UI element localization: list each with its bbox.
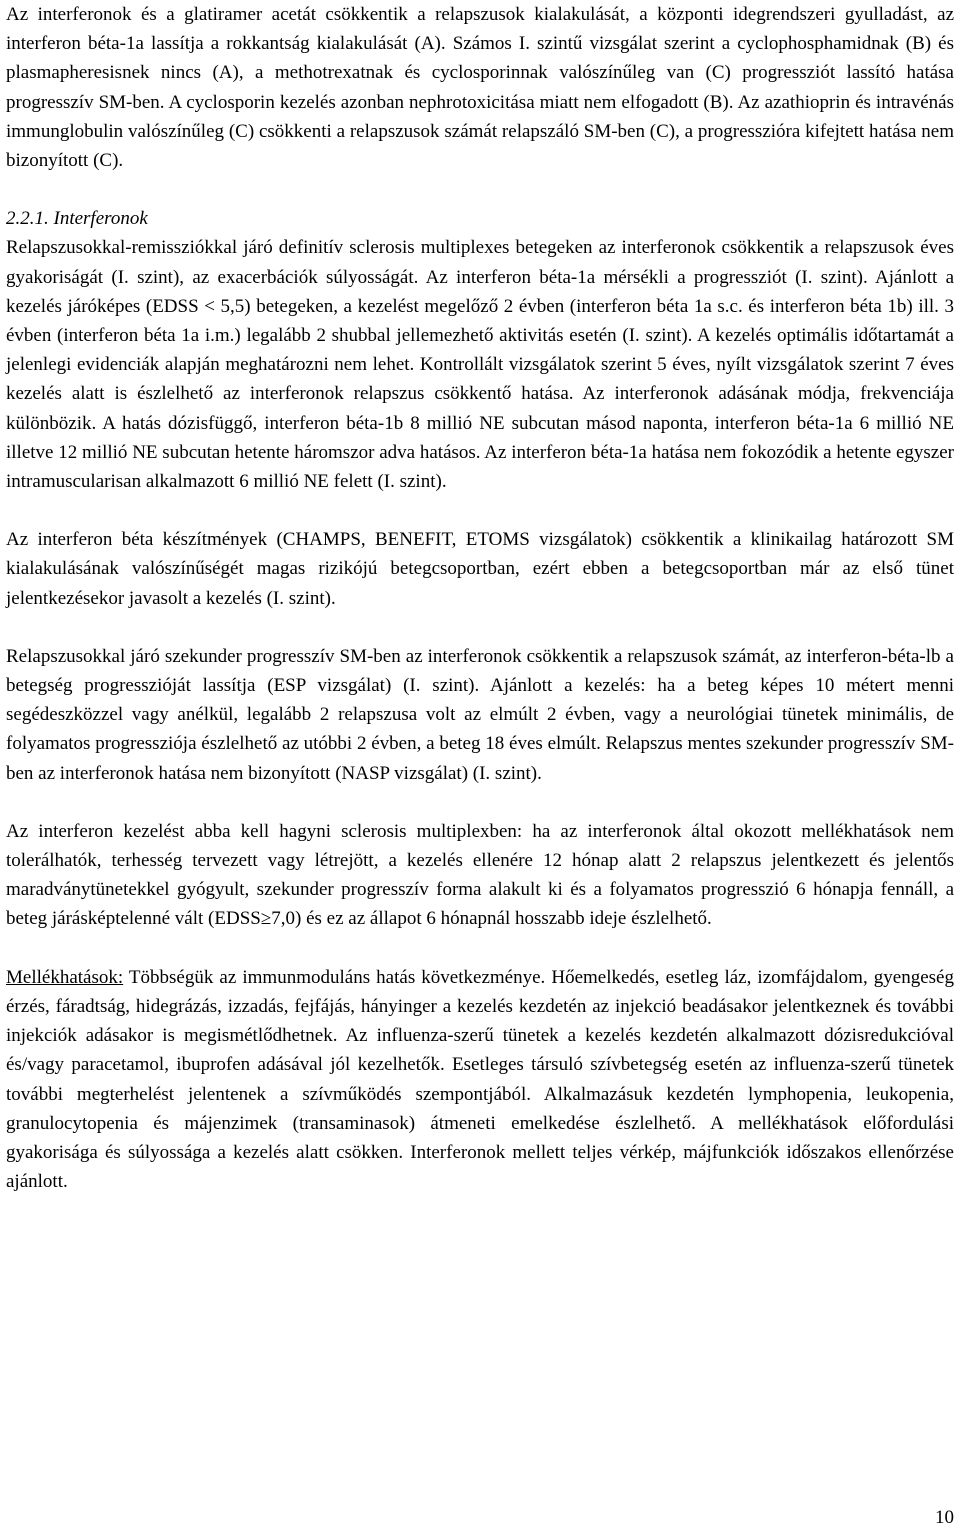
paragraph-interferon-efficacy: Relapszusokkal-remissziókkal járó definitív sclerosis multiplexes betegeken az interferonok csökkentik a relapszusok éves gyakoriságát (I. szint), az exacerbációk súlyosságát. Az interferon béta-1a mérsékli a progressziót (I. szint). Ajánlott a kezelés járóképes (EDSS < 5,5) betegeken, a kezelést megelőző 2 évben (interferon béta 1a s.c. és interferon béta 1b) ill. 3 évben (interferon béta 1a i.m.) legalább 2 shubbal jellemezhető aktivitás esetén (I. szint). A kezelés optimális időtartamát a jelenlegi evidenciák alapján meghatározni nem lehet. Kontrollált vizsgálatok szerint 5 éves, nyílt vizsgálatok szerint 7 éves kezelés alatt is észlelhető az interferonok relapszus csökkentő hatása. Az interferonok adásának módja, frekvenciája különbözik. A hatás dózisfüggő, interferon béta-1b 8 millió NE subcutan másod naponta, interferon béta-1a 6 millió NE illetve 12 millió NE subcutan hetente háromszor adva hatásos. Az interferon béta-1a hatása nem fokozódik a hetente egyszer intramuscularisan alkalmazott 6 millió NE felett (I. szint). — [6, 237, 954, 493]
paragraph-treatment-overview: Az interferonok és a glatiramer acetát csökkentik a relapszusok kialakulását, a központi idegrendszeri gyulladást, az interferon béta-1a lassítja a rokkantság kialakulását (A). Számos I. szintű vizsgálat szerint a cyclophosphamidnak (B) és plasmapheresisnek nincs (A), a methotrexatnak és cyclosporinnak valószínűleg van (C) progressziót lassító hatása progresszív SM-ben. A cyclosporin kezelés azonban nephrotoxicitása miatt nem elfogadott (B). Az azathioprin és intravénás immunglobulin valószínűleg (C) csökkenti a relapszusok számát relapszáló SM-ben (C), a progresszióra kifejtett hatása nem bizonyított (C). — [6, 4, 954, 172]
paragraph-discontinuation: Az interferon kezelést abba kell hagyni sclerosis multiplexben: ha az interferonok által okozott mellékhatások nem tolerálhatók, terhesség tervezett vagy létrejött, a kezelés ellenére 12 hónap alatt 2 relapszus jelentkezett és jelentős maradványtünetekkel gyógyult, szekunder progresszív forma alakult ki és a folyamatos progresszió 6 hónapja fennáll, a beteg járásképtelenné vált (EDSS≥7,0) és ez az állapot 6 hónapnál hosszabb ideje észlelhető. — [6, 820, 954, 930]
paragraph-side-effects — [6, 963, 954, 1197]
side-effects-label: Mellékhatások: — [6, 966, 124, 988]
section-interferonok — [6, 204, 954, 496]
paragraph-gap — [6, 788, 954, 817]
side-effects-text: Többségük az immunmoduláns hatás következménye. Hőemelkedés, esetleg láz, izomfájdalom, gyengeség érzés, fáradtság, hidegrázás, izzadás, fejfájás, hányinger a kezelés kezdetén az injekció beadásakor jelentkeznek és további injekciók adásakor is megismétlődhetnek. Az influenza-szerű tünetek a kezelés kezdetén alkalmazott dózisredukcióval és/vagy paracetamol, ibuprofen adásával jól kezelhetők. Esetleges társuló szívbetegség esetén az influenza-szerű tünetek további megterhelést jelentenek a szívműködés szempontjából. Alkalmazásuk kezdetén lymphopenia, leukopenia, granulocytopenia és májenzimek (transaminasok) átmeneti emelkedése észlelhető. A mellékhatások előfordulási gyakorisága és súlyossága a kezelés alatt csökken. Interferonok mellett teljes vérkép, májfunkciók időszakos ellenőrzése ajánlott. — [6, 966, 954, 1193]
paragraph-gap — [6, 496, 954, 525]
paragraph-gap — [6, 934, 954, 963]
paragraph-interferon-beta-trials: Az interferon béta készítmények (CHAMPS, BENEFIT, ETOMS vizsgálatok) csökkentik a klinikailag határozott SM kialakulásának valószínűségét magas rizikójú betegcsoportban, ezért ebben a betegcsoportban már az első tünet jelentkezésekor javasolt a kezelés (I. szint). — [6, 529, 954, 609]
section-heading-text: 2.2.1. Interferonok — [6, 208, 148, 230]
section-heading — [6, 204, 954, 233]
paragraph-gap — [6, 175, 954, 204]
page-number: 10 — [935, 1507, 954, 1528]
document-body — [6, 0, 954, 1196]
paragraph-gap — [6, 613, 954, 642]
paragraph-secondary-progressive: Relapszusokkal járó szekunder progresszív SM-ben az interferonok csökkentik a relapszusok számát, az interferon-béta-lb a betegség progresszióját lassítja (ESP vizsgálat) (I. szint). Ajánlott a kezelés: ha a beteg képes 10 métert menni segédeszközzel vagy anélkül, legalább 2 relapszusa volt az elmúlt 2 évben, vagy a neurológiai tünetek minimális, de folyamatos progressziója észlelhető az utóbbi 2 évben, a beteg 18 éves elmúlt. Relapszus mentes szekunder progresszív SM-ben az interferonok hatása nem bizonyított (NASP vizsgálat) (I. szint). — [6, 645, 954, 784]
